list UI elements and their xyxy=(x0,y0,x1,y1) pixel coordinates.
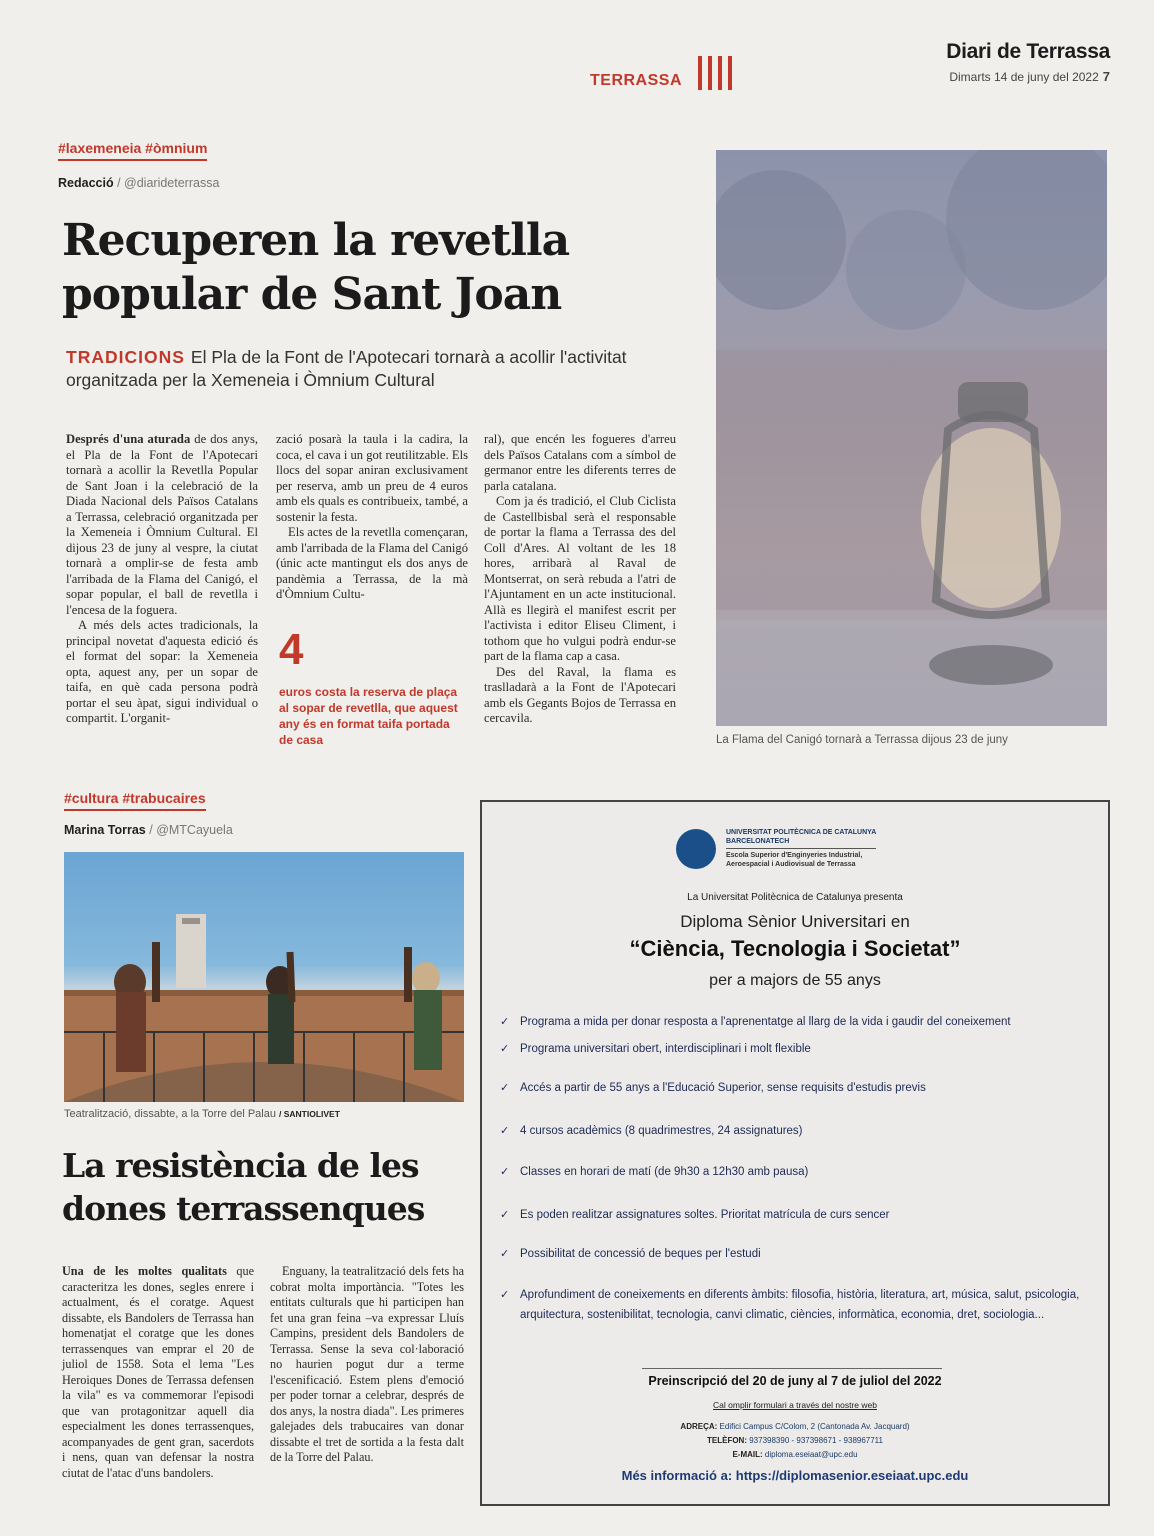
article2-lead-in: Una de les moltes qualitats xyxy=(62,1264,227,1278)
article1-kicker: TRADICIONS xyxy=(66,347,185,367)
ad-bullet-1: ✓ Programa a mida per donar resposta a l'aprenentatge al llarg de la vida i gaudir del coneixement xyxy=(500,1014,1096,1031)
upc-logo-line4: Aeroespacial i Audiovisual de Terrassa xyxy=(726,861,856,868)
ad-bullet-3: ✓ Accés a partir de 55 anys a l'Educació Superior, sense requisits d'estudis previs xyxy=(500,1080,1096,1097)
article2-headline xyxy=(62,1144,424,1230)
ad-diploma: Diploma Sènior Universitari en xyxy=(680,912,910,931)
article1-hashtags[interactable]: #laxemeneia #òmnium xyxy=(58,140,207,161)
ad-bullet-2: ✓ Programa universitari obert, interdisciplinari i molt flexible xyxy=(500,1041,1096,1058)
tower-photo-caption: Teatralització, dissabte, a la Torre del Palau xyxy=(64,1108,276,1120)
upc-logo-line2: BARCELONATECH xyxy=(726,838,790,845)
issue-date-line xyxy=(946,69,1110,84)
article1-handle[interactable]: @diarideterrassa xyxy=(124,176,220,190)
article1-standfirst-text: El Pla de la Font de l'Apotecari tornarà a acollir l'activitat organitzada per la Xemeneia i Òmnium Cultural xyxy=(66,347,627,390)
article2-headline-line1: La resistència de les xyxy=(62,1146,419,1185)
stat-number: 4 xyxy=(279,625,304,674)
upc-logo-icon xyxy=(676,829,716,869)
tower-photo-credit: / SANTIOLIVET xyxy=(278,1109,340,1119)
ad-audience: per a majors de 55 anys xyxy=(709,972,881,989)
article1-column-1 xyxy=(66,432,258,727)
stat-description: euros costa la reserva de plaça al sopar de revetlla, que aquest any és en format taifa portada de casa xyxy=(279,685,458,747)
ad-phone: TELÈFON: 937398390 - 937398671 - 938967711 xyxy=(707,1436,883,1445)
section-label: TERRASSA xyxy=(590,72,683,89)
article1-col1-p2: A més dels actes tradicionals, la principal novetat d'aquesta edició és el format del sopar: la Xemeneia opta, aquest any, per un sopar de taifa, en què cada persona podrà portar el seu àpat, sigui individual o compartit. L'organit- xyxy=(66,618,258,725)
ad-bullet-6: ✓ Es poden realitzar assignatures soltes. Prioritat matrícula de curs sencer xyxy=(500,1207,1096,1224)
issue-date: Dimarts 14 de juny del 2022 xyxy=(949,70,1099,84)
article2-col1-p1: que caracteritza les dones, segles enrere i actualment, és el coratge. Aquest dissabte, els Bandolers de Terrassa han homenatjat el coratge que les dones terrassenques van emprar el 20 de juliol de 1558. Sota el lema "Les Heroiques Dones de Terrassa defensen la vila" es va commemorar l'episodi que van protagonitzar aquell dia especialment les dones terrassenques, acompanyades de gent gran, sacerdots i nens, quan van defensar la nostra ciutat de l'atac d'uns bandolers. xyxy=(62,1264,255,1480)
article1-author: Redacció xyxy=(58,176,114,190)
ad-more-info-link[interactable]: Més informació a: https://diplomasenior.eseiaat.upc.edu xyxy=(621,1468,969,1483)
article2-column-1 xyxy=(62,1264,254,1481)
tower-photo xyxy=(64,852,464,1102)
article1-headline-line2: popular de Sant Joan xyxy=(62,269,562,320)
article1-column-3 xyxy=(484,432,676,727)
upc-logo-line1: UNIVERSITAT POLITÈCNICA DE CATALUNYA xyxy=(726,829,877,836)
upc-advertisement xyxy=(480,800,1110,1506)
article1-col1-p1: de dos anys, el Pla de la Font de l'Apotecari tornarà a acollir la Revetlla Popular de Sant Joan i la celebració de la Diada Nacional dels Països Catalans a Terrassa, celebració organitzada per la Xemeneia i Òmnium Cultural. El dijous 23 de juny al vespre, la ciutat tornarà a omplir-se de festa amb l'arribada de la Flama del Canigó, el sopar popular, el ball de revetlla i l'encesa de la foguera. xyxy=(66,432,258,617)
article2-column-2 xyxy=(270,1264,464,1466)
upc-logo xyxy=(676,828,876,869)
ad-email[interactable]: E-MAIL: diploma.eseiaat@upc.edu xyxy=(732,1450,858,1459)
article1-col2-p1: zació posarà la taula i la cadira, la coca, el cava i un got reutilitzable. Els llocs del sopar aniran exclusivament per reserva, amb un preu de 4 euros amb els quals es contribueix, també, a sostenir la festa. xyxy=(276,432,468,524)
article2-handle[interactable]: @MTCayuela xyxy=(156,823,233,837)
section-bars-decoration xyxy=(698,56,732,90)
article2-byline: Marina Torras / @MTCayuela xyxy=(64,823,233,837)
article2-headline-line2: dones terrassenques xyxy=(62,1189,425,1228)
article1-headline xyxy=(62,214,569,322)
article1-column-2 xyxy=(276,432,468,603)
article1-col3-p3: Des del Raval, la flama es traslladarà a la Font de l'Apotecari amb els Gegants Bojos de Terrassa en cercavila. xyxy=(484,664,676,725)
page-number: 7 xyxy=(1102,69,1110,84)
masthead xyxy=(946,40,1110,84)
article2-col2-p1: Enguany, la teatralització dels fets ha cobrat molta importància. "Totes les entitats culturals que hi participen han fet una gran feina –va expressar Lluís Campins, president dels Bandolers de Terrassa. Sense la seva col·laboració no haurien pogut dur a terme l'escenificació. Estem plens d'emoció per poder tornar a celebrar, després de dos anys, la nostra diada". Les primeres galejades dels trabucaires van donar dissabte el tret de sortida a la festa dalt de la Torre del Palau. xyxy=(270,1264,464,1464)
article2-author: Marina Torras xyxy=(64,823,146,837)
ad-bullet-list xyxy=(500,1014,1096,1325)
article2-hashtags[interactable]: #cultura #trabucaires xyxy=(64,790,206,811)
article1-col3-p2: Com ja és tradició, el Club Ciclista de Castellbisbal serà el responsable de portar la flama a Terrassa des del Coll d'Ares. Al voltant de les 18 hores, arribarà al Raval de Montserrat, on serà rebuda a l'atri de l'Ajuntament en un acte institucional. Allà es llegirà el manifest escrit per l'activista i editor Eliseu Climent, i tothom que ho vulgui podrà endur-se part de la flama cap a casa. xyxy=(484,494,676,663)
ad-title: “Ciència, Tecnologia i Societat” xyxy=(629,936,961,961)
ad-divider xyxy=(642,1368,942,1369)
ad-form-note[interactable]: Cal omplir formulari a través del nostre web xyxy=(713,1400,877,1410)
ad-bullet-7: ✓ Possibilitat de concessió de beques per l'estudi xyxy=(500,1246,1096,1263)
article1-byline: Redacció / @diarideterrassa xyxy=(58,176,220,190)
ad-bullet-8: ✓ Aprofundiment de coneixements en diferents àmbits: filosofia, història, literatura, art, música, salut, psicologia, arquitectura, sostenibilitat, tecnologia, canvi climatic, ciències, informàtica, economia, dret, sociologia... xyxy=(500,1285,1096,1325)
ad-presents: La Universitat Politècnica de Catalunya presenta xyxy=(687,892,903,903)
article1-headline-line1: Recuperen la revetlla xyxy=(62,215,570,266)
ad-bullet-5: ✓ Classes en horari de matí (de 9h30 a 12h30 amb pausa) xyxy=(500,1164,1096,1181)
tower-illustration xyxy=(64,852,464,1102)
ad-bullet-4: ✓ 4 cursos acadèmics (8 quadrimestres, 24 assignatures) xyxy=(500,1123,1096,1140)
lantern-photo-caption: La Flama del Canigó tornarà a Terrassa dijous 23 de juny xyxy=(716,734,1008,746)
newspaper-brand: Diari de Terrassa xyxy=(946,40,1110,63)
article1-standfirst xyxy=(66,346,666,392)
ad-address: ADREÇA: Edifici Campus C/Colom, 2 (Cantonada Av. Jacquard) xyxy=(680,1422,910,1431)
lantern-photo xyxy=(716,150,1107,726)
ad-preregistration: Preinscripció del 20 de juny al 7 de juliol del 2022 xyxy=(648,1374,942,1388)
article1-col3-p1: ral), que encén les fogueres d'arreu dels Països Catalans com a símbol de germanor entre les diferents terres de parla catalana. xyxy=(484,432,676,493)
article1-lead-in: Després d'una aturada xyxy=(66,432,191,446)
upc-logo-line3: Escola Superior d'Enginyeries Industrial, xyxy=(726,852,863,859)
article1-col2-p2: Els actes de la revetlla començaran, amb l'arribada de la Flama del Canigó (únic acte mantingut els dos anys de pandèmia a Terrassa, de la mà d'Òmnium Cultu- xyxy=(276,525,468,601)
tower-photo-caption-line xyxy=(64,1108,340,1120)
